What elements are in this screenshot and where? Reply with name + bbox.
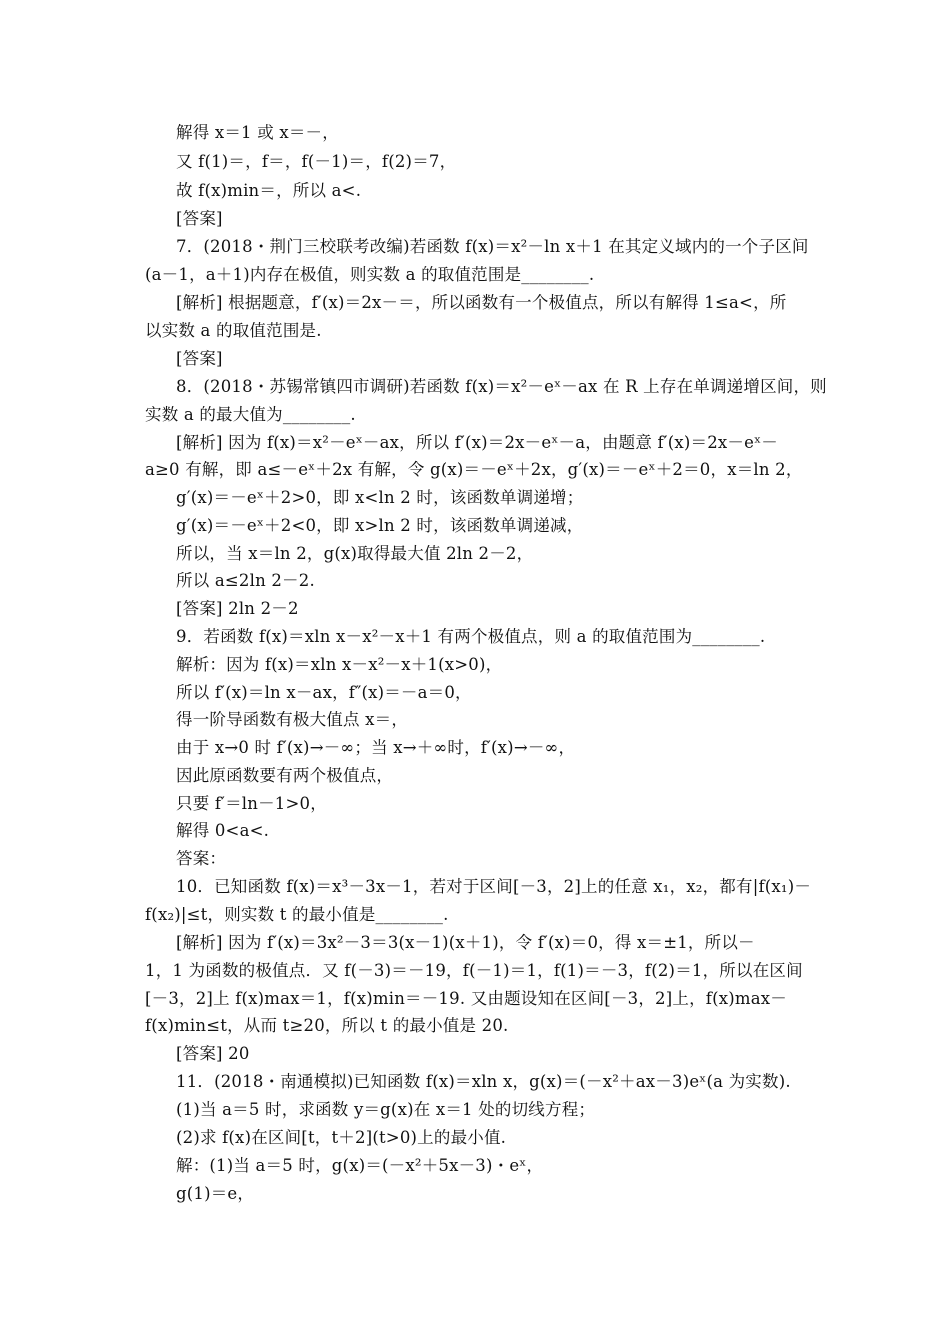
text-line: [答案] 2ln 2－2 <box>176 599 299 618</box>
text-line: 由于 x→0 时 f′(x)→－∞；当 x→＋∞时，f′(x)→－∞， <box>176 738 576 757</box>
text-line: [解析] 根据题意，f′(x)＝2x－＝，所以函数有一个极值点，所以有解得 1≤a<，所 <box>176 293 787 312</box>
text-line: f(x₂)|≤t，则实数 t 的最小值是________. <box>145 905 449 924</box>
text-line: 解得 0<a<. <box>176 821 270 840</box>
text-line: 以实数 a 的取值范围是. <box>145 321 322 340</box>
text-line: 所以 a≤2ln 2－2. <box>176 571 315 590</box>
text-line: g′(x)＝－eˣ＋2>0，即 x<ln 2 时，该函数单调递增； <box>176 488 584 507</box>
question-10-line: 10．已知函数 f(x)＝x³－3x－1，若对于区间[－3，2]上的任意 x₁，x₂，都有|f(x₁)－ <box>176 877 812 896</box>
text-line: 只要 f′＝ln－1>0， <box>176 794 327 813</box>
text-line: 解：(1)当 a＝5 时，g(x)＝(－x²＋5x－3)・eˣ， <box>176 1156 544 1175</box>
text-line: f(x)min≤t，从而 t≥20，所以 t 的最小值是 20. <box>145 1016 509 1035</box>
text-line: [解析] 因为 f(x)＝x²－eˣ－ax，所以 f′(x)＝2x－eˣ－a，由题意 f′(x)＝2x－eˣ－ <box>176 433 778 452</box>
text-line: (2)求 f(x)在区间[t，t＋2](t>0)上的最小值. <box>176 1128 507 1147</box>
text-line: 所以，当 x＝ln 2，g(x)取得最大值 2ln 2－2， <box>176 544 534 563</box>
text-line: (a－1，a＋1)内存在极值，则实数 a 的取值范围是________. <box>145 265 595 284</box>
text-line: 所以 f′(x)＝ln x－ax，f″(x)＝－a＝0， <box>176 683 472 702</box>
text-line: [答案] 20 <box>176 1044 250 1063</box>
question-8-line: 8．(2018・苏锡常镇四市调研)若函数 f(x)＝x²－eˣ－ax 在 R 上存在单调递增区间，则 <box>176 377 827 396</box>
text-line: 1，1 为函数的极值点．又 f(－3)＝－19，f(－1)＝1，f(1)＝－3，f(2)＝1，所以在区间 <box>145 961 803 980</box>
text-line: 答案： <box>176 849 227 868</box>
text-line: g(1)＝e， <box>176 1184 255 1203</box>
text-line: [答案] <box>176 349 223 368</box>
text-line: (1)当 a＝5 时，求函数 y＝g(x)在 x＝1 处的切线方程； <box>176 1100 596 1119</box>
text-line: g′(x)＝－eˣ＋2<0，即 x>ln 2 时，该函数单调递减， <box>176 516 584 535</box>
question-7-line: 7．(2018・荆门三校联考改编)若函数 f(x)＝x²－ln x＋1 在其定义域内的一个子区间 <box>176 237 809 256</box>
text-line: a≥0 有解，即 a≤－eˣ＋2x 有解，令 g(x)＝－eˣ＋2x，g′(x)＝－eˣ＋2＝0，x＝ln 2， <box>145 460 803 479</box>
text-line: 得一阶导函数有极大值点 x＝， <box>176 710 409 729</box>
text-line: [解析] 因为 f′(x)＝3x²－3＝3(x－1)(x＋1)，令 f′(x)＝0，得 x＝±1，所以－ <box>176 933 755 952</box>
text-line: 解得 x＝1 或 x＝－， <box>176 123 339 142</box>
question-11-line: 11．(2018・南通模拟)已知函数 f(x)＝xln x，g(x)＝(－x²＋ax－3)eˣ(a 为实数). <box>176 1072 791 1091</box>
text-line: 因此原函数要有两个极值点， <box>176 766 394 785</box>
text-line: 解析：因为 f(x)＝xln x－x²－x＋1(x>0)， <box>176 655 503 674</box>
question-9-line: 9．若函数 f(x)＝xln x－x²－x＋1 有两个极值点，则 a 的取值范围为________. <box>176 627 766 646</box>
text-line: [答案] <box>176 209 223 228</box>
text-line: 又 f(1)＝，f＝，f(－1)＝，f(2)＝7， <box>176 152 457 171</box>
text-line: [－3，2]上 f(x)max＝1，f(x)min＝－19. 又由题设知在区间[－3，2]上，f(x)max－ <box>145 989 787 1008</box>
text-line: 故 f(x)min＝，所以 a<. <box>176 181 362 200</box>
text-line: 实数 a 的最大值为________. <box>145 405 356 424</box>
